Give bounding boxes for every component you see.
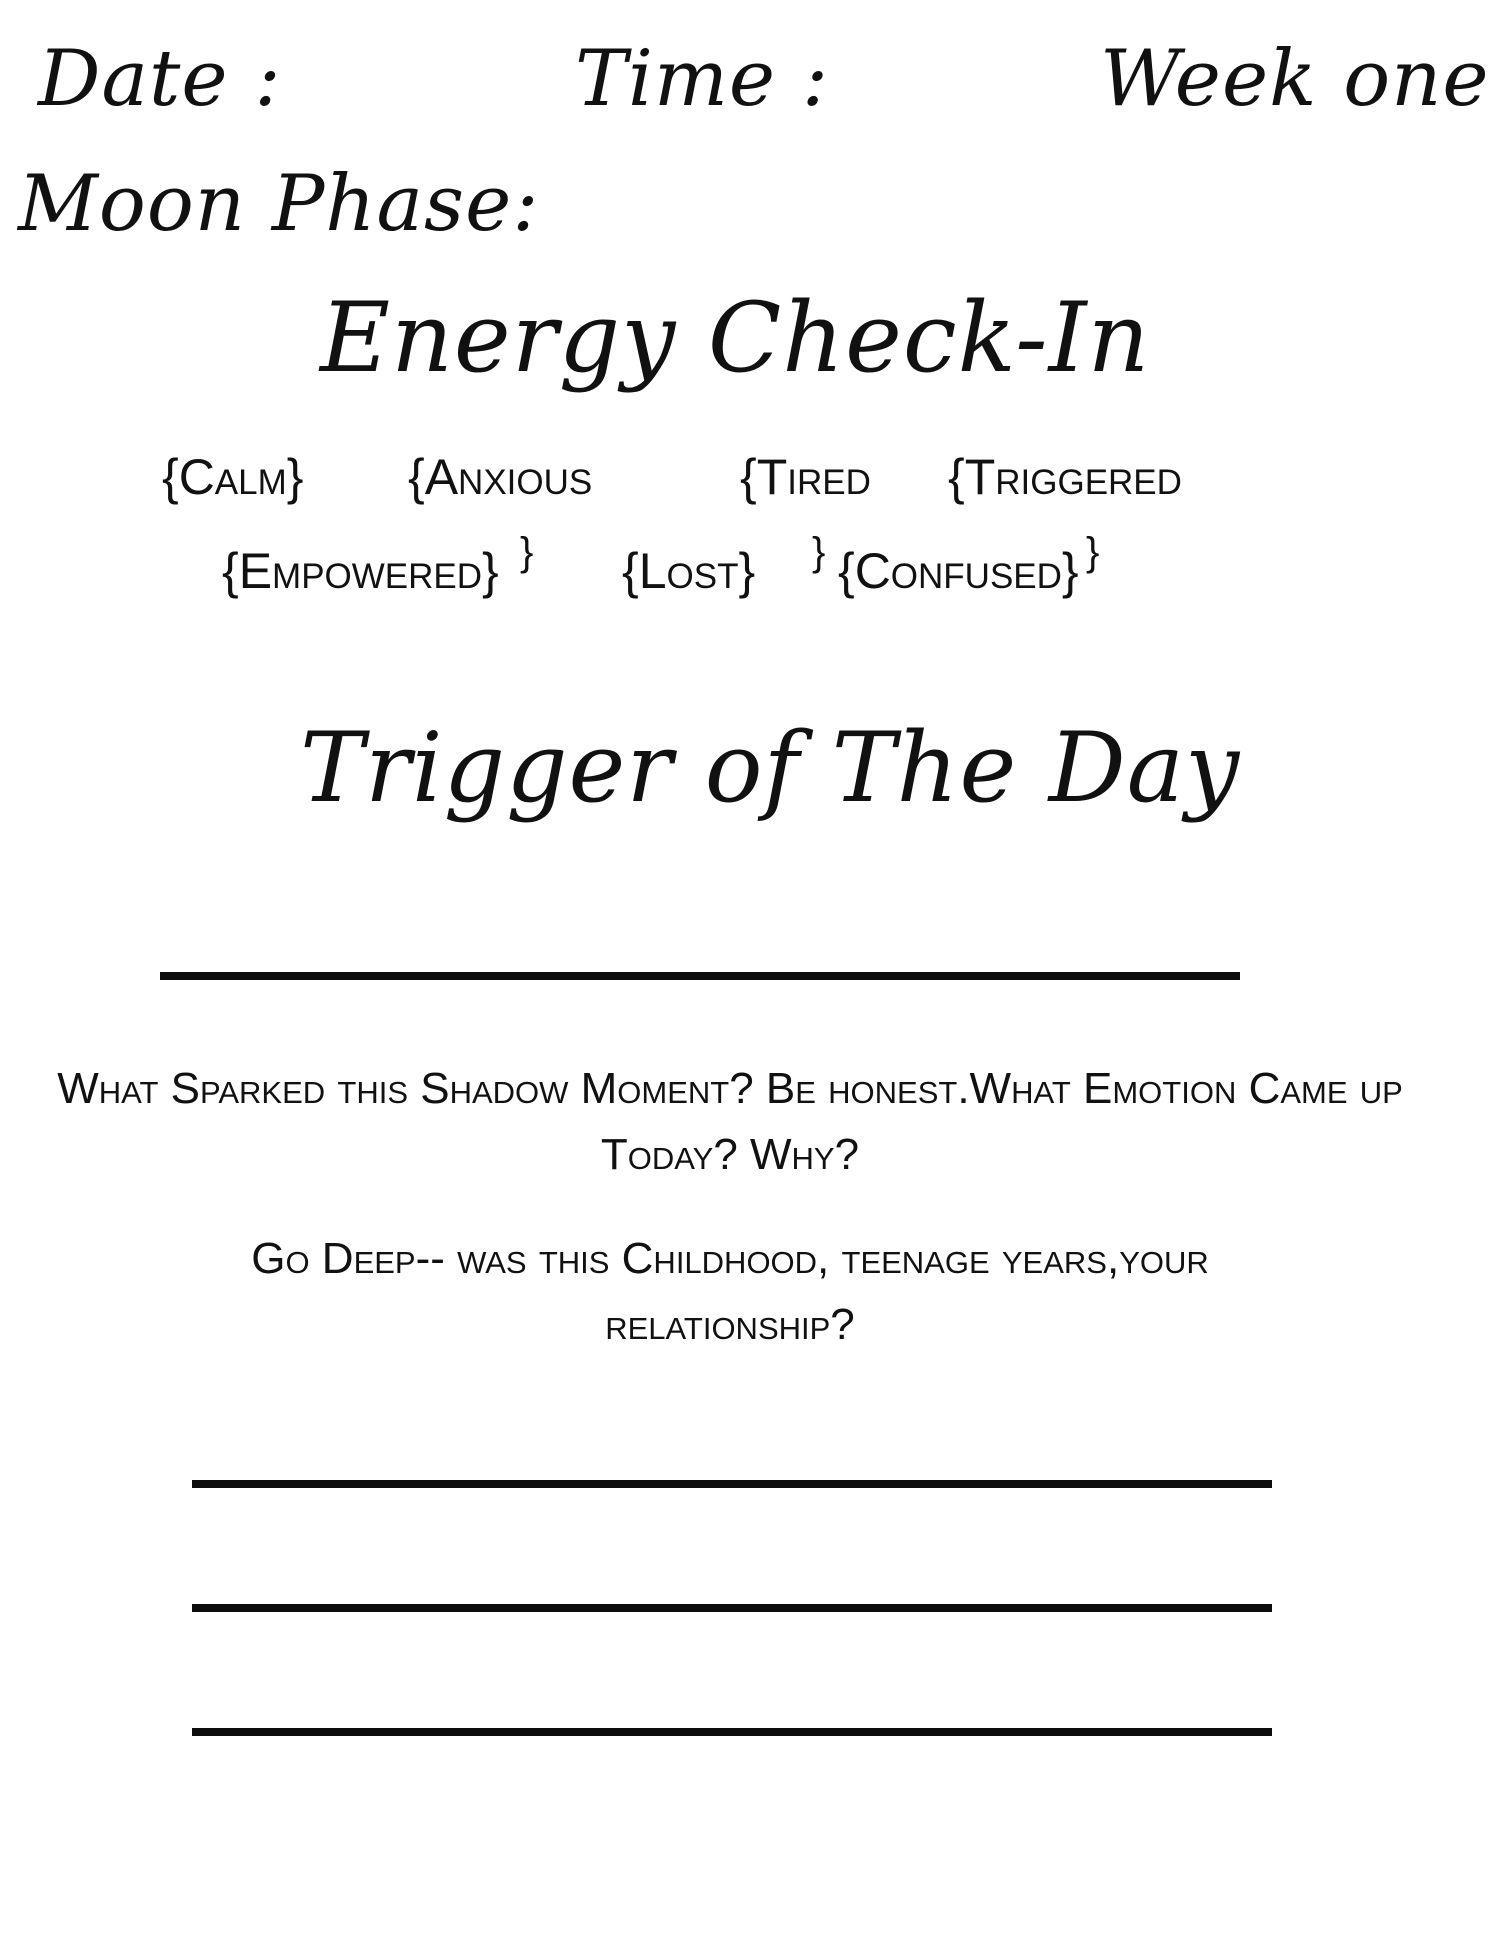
moon-phase-label: Moon Phase: xyxy=(18,159,540,249)
trigger-answer-line xyxy=(160,972,1240,980)
mood-triggered: {Triggered xyxy=(948,449,1182,505)
mood-confused: {Confused} xyxy=(838,543,1079,599)
prompt-go-deep: Go Deep-- was this Childhood, teenage years,your relationship? xyxy=(251,1234,1209,1349)
mood-empowered: {Empowered} xyxy=(222,543,499,599)
stray-brace: } xyxy=(520,530,534,574)
answer-line-2 xyxy=(192,1604,1272,1612)
week-label: Week one xyxy=(1100,34,1490,124)
time-label: Time : xyxy=(575,34,830,124)
mood-calm: {Calm} xyxy=(162,449,304,505)
answer-line-1 xyxy=(192,1480,1272,1488)
mood-tired: {Tired xyxy=(740,449,871,505)
prompt-shadow-moment: What Sparked this Shadow Moment? Be honest.What Emotion Came up Today? Why? xyxy=(57,1064,1403,1179)
mood-lost: {Lost} xyxy=(622,543,756,599)
stray-brace: } xyxy=(812,530,826,574)
mood-anxious: {Anxious xyxy=(408,449,593,505)
trigger-of-the-day-title: Trigger of The Day xyxy=(300,712,1241,824)
stray-brace: } xyxy=(1086,530,1100,574)
energy-check-in-title: Energy Check-In xyxy=(320,282,1151,394)
date-label: Date : xyxy=(38,34,282,124)
answer-line-3 xyxy=(192,1728,1272,1736)
